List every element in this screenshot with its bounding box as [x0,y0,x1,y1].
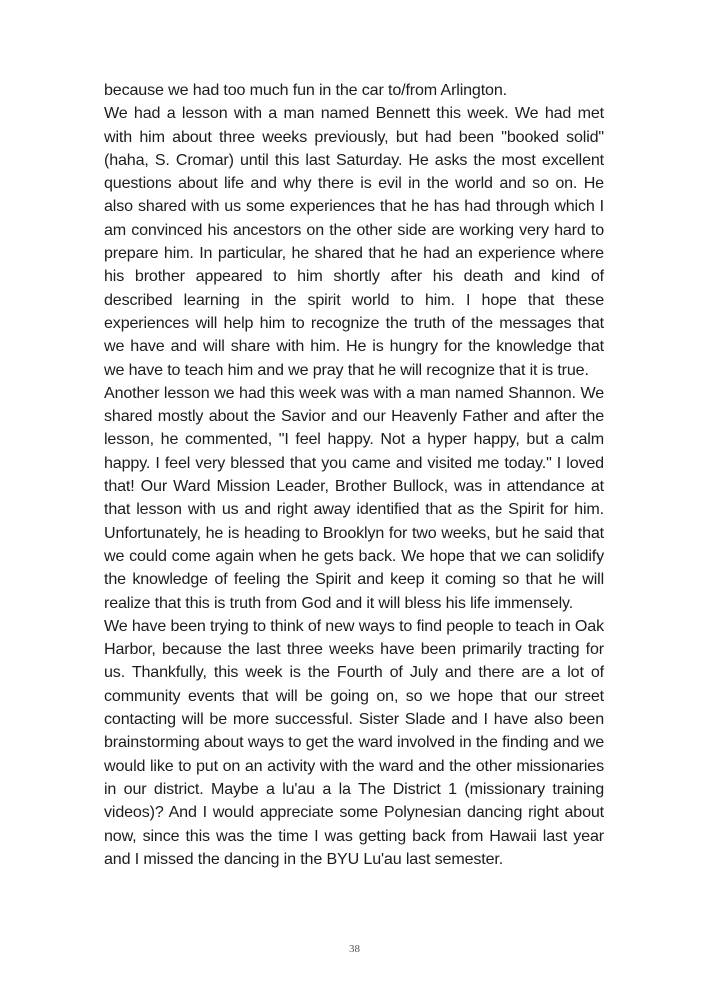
paragraph-finding-ideas: We have been trying to think of new ways to find people to teach in Oak Harbor, because the last three weeks have been primarily tracting for us. Thankfully, this week is the Fourth of July and there are a lot of community events that will be going on, so we hope that our street contacting will be more successful. Sister Slade and I have also been brainstorming about ways to get the ward involved in the finding and we would like to put on an activity with the ward and the other missionaries in our district. Maybe a lu'au a la The District 1 (missionary training videos)? And I would appreciate some Polynesian dancing right about now, since this was the time I was getting back from Hawaii last year and I missed the dancing in the BYU Lu'au last semester. [104,616,604,868]
body-text [104,79,604,871]
paragraph-continuation: because we had too much fun in the car to/from Arlington. [104,81,507,99]
paragraph-shannon-lesson: Another lesson we had this week was with a man named Shannon. We shared mostly about the Savior and our Heavenly Father and after the lesson, he commented, "I feel happy. Not a hyper happy, but a calm happy. I feel very blessed that you came and visited me today." I loved that! Our Ward Mission Leader, Brother Bullock, was in attendance at that lesson with us and right away identified that as the Spirit for him. Unfortunately, he is heading to Brooklyn for two weeks, but he said that we could come again when he gets back. We hope that we can solidify the knowledge of feeling the Spirit and keep it coming so that he will realize that this is truth from God and it will bless his life immensely. [104,383,604,612]
paragraph-bennett-lesson: We had a lesson with a man named Bennett this week. We had met with him about three weeks previously, but had been "booked solid" (haha, S. Cromar) until this last Saturday. He asks the most excellent questions about life and why there is evil in the world and so on. He also shared with us some experiences that he has had through which I am convinced his ancestors on the other side are working very hard to prepare him. In particular, he shared that he had an experience where his brother appeared to him shortly after his death and kind of described learning in the spirit world to him. I hope that these experiences will help him to recognize the truth of the messages that we have and will share with him. He is hungry for the knowledge that we have to teach him and we pray that he will recognize that it is true. [104,104,604,379]
page-number: 38 [349,943,360,955]
